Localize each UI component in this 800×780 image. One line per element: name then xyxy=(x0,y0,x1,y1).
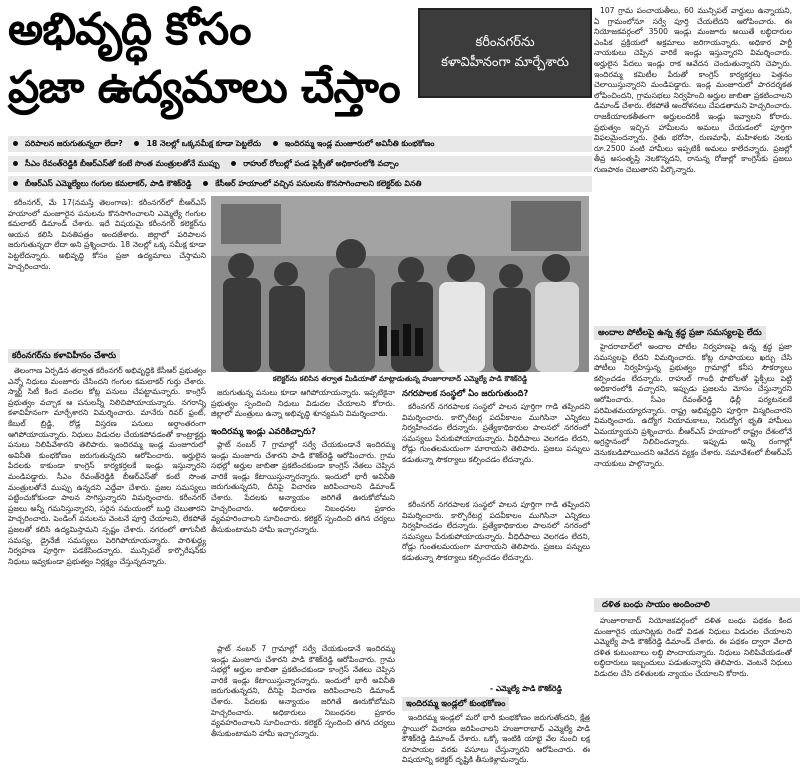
highlights-box xyxy=(8,136,592,194)
news-photo-image xyxy=(211,196,589,372)
kicker-line-1: కరీంనగర్‌ను xyxy=(475,35,535,50)
highlight-item: పరిపాలన జరుగుతున్నదా లేదా? xyxy=(25,139,123,148)
article-column-1-body xyxy=(8,366,206,776)
body-paragraph: ప్లాట్ నంబర్ 7 గ్రామాల్లో సర్వే చేయకుండానే ఇందిరమ్మ ఇండ్లు మంజూరు చేశారని పాడి కౌశిక్‌రెడ్డి ఆరోపించారు. గ్రామ సభల్లో అర్హుల జాబితా ప్రకటించకుండా కాంగ్రెస్ నేతలు చెప్పిన వారికే ఇండ్లు కేటాయిస్తున్నారన్నారు. ఇందులో భారీ అవినీతి జరుగుతున్నదని, దీనిపై విచారణ జరిపించాలని డిమాండ్ చేశారు. పేదలకు అన్యాయం జరిగితే ఊరుకోబోమని హెచ్చరించారు. అధికారులు నిబంధనల ప్రకారం వ్యవహరించాలని సూచించారు. కలెక్టర్ స్పందించి తగిన చర్యలు తీసుకుంటామని హామీ ఇచ్చారన్నారు. xyxy=(211,644,395,738)
subhead: అందాల పోటీలపై ఉన్న శ్రద్ధ ప్రజా సమస్యలపై లేదు xyxy=(594,326,766,340)
article-column-3-mid xyxy=(402,500,590,680)
bullet-icon xyxy=(13,141,18,146)
bullet-icon xyxy=(203,181,208,186)
article-column-1 xyxy=(8,198,206,346)
byline: - ఎమ్మెల్యే పాడి కౌశిక్‌రెడ్డి xyxy=(490,684,562,693)
body-paragraph: కరీంనగర్ నగరపాలక సంస్థలో పాలన పూర్తిగా గాడి తప్పిందని విమర్శించారు. కార్పొరేటర్ల పదవీకాలం ముగిసినా ఎన్నికలు నిర్వహించడం లేదన్నారు. ప్రత్యేకాధికారుల పాలనలో నగరంలో సమస్యలు పేరుకుపోయాయన్నారు. వీధిదీపాలు వెలగడం లేదని, రోడ్లు గుంతలమయంగా మారాయని తెలిపారు. ప్రజలు పన్నులు కడుతున్నా సౌకర్యాలు కల్పించడం లేదన్నారు. xyxy=(402,402,590,464)
highlight-row xyxy=(8,136,592,152)
headline-line-1: అభివృద్ధి కోసం xyxy=(8,4,251,55)
bullet-icon xyxy=(134,141,139,146)
body-paragraph: 107 గ్రామ పంచాయతీలు, 60 మున్సిపల్ వార్డులు ఉన్నాయని, ఏ గ్రామంలోనూ సర్వే పూర్తి చేయలేదని ఆరోపించారు. ఈ నియోజకవర్గంలో 3500 ఇండ్లు మంజూరు అయితే లబ్ధిదారుల ఎంపిక ప్రక్రియలో అక్రమాలు జరిగాయన్నారు. అధికార పార్టీ నాయకులు చెప్పిన వారికే ఇండ్లు ఇస్తున్నారని విమర్శించారు. అర్హులైన పేదలు ఇండ్లు రాక ఆవేదన చెందుతున్నారని చెప్పారు. ఇందిరమ్మ కమిటీల పేరుతో కాంగ్రెస్ కార్యకర్తలు పెత్తనం చెలాయిస్తున్నారని మండిపడ్డారు. ఇండ్ల మంజూరులో పారదర్శకత లోపించిందని, గ్రామసభలు నిర్వహించి అర్హుల జాబితా ప్రకటించాలని డిమాండ్ చేశారు. లేకపోతే ఆందోళనలు చేపడతామని హెచ్చరించారు. రాజకీయాలకతీతంగా అర్హులందరికీ ఇండ్లు ఇవ్వాలని కోరారు. ప్రభుత్వం ఇచ్చిన హామీలను అమలు చేయడంలో పూర్తిగా విఫలమైందన్నారు. రైతు భరోసా, రుణమాఫీ, మహిళలకు నెలకు రూ.2500 వంటి హామీలు ఇప్పటికీ అమలు కాలేదన్నారు. ప్రజల్లో తీవ్ర అసంతృప్తి నెలకొన్నదని, రానున్న రోజుల్లో కాంగ్రెస్‌కు ప్రజలు గుణపాఠం చెబుతారని పేర్కొన్నారు. xyxy=(594,6,792,174)
body-paragraph: ఇందిరమ్మ ఇండ్లలో మరో భారీ కుంభకోణం జరుగుతోందని, క్షేత్ర స్థాయిలో విచారణ జరిపించాలని హుజూరాబాద్ ఎమ్మెల్యే పాడి కౌశిక్‌రెడ్డి డిమాండ్ చేశారు. ఒక్కో ఇంటికి యాభై వేల నుంచి లక్ష రూపాయల వరకు వసూలు చేస్తున్నారని ఆరోపించారు. ఈ విషయాన్ని కలెక్టర్ దృష్టికి తీసుకెళ్లామన్నారు. xyxy=(402,713,590,765)
body-paragraph: హైదరాబాద్‌లో అందాల పోటీల నిర్వహణపై ఉన్న శ్రద్ధ ప్రజా సమస్యలపై లేదని విమర్శించారు. కోట్ల రూపాయలు ఖర్చు చేసి పోటీలు నిర్వహిస్తున్న ప్రభుత్వం గ్రామాల్లో కనీస సౌకర్యాలు కల్పించడం లేదన్నారు. రాహుల్ గాంధీ ఫొటోలతో ఫ్లెక్సీలు పెట్టి అధికారంలోకి వచ్చారని, ఇప్పుడు ప్రజలను మోసం చేస్తున్నారని ఆరోపించారు. సీఎం రేవంత్‌రెడ్డి ఢిల్లీ పర్యటనలకే పరిమితమయ్యారన్నారు. రాష్ట్ర అభివృద్ధిని పూర్తిగా విస్మరించారని విమర్శించారు. ఉద్యోగ నియామకాలు, నిరుద్యోగ భృతి హామీలు ఏమయ్యాయని ప్రశ్నించారు. బీఆర్‌ఎస్ హయాంలో రాష్ట్రం దేశంలోనే అగ్రస్థానంలో నిలిచిందన్నారు. ఇప్పుడు అన్ని రంగాల్లో వెనుకబడిపోయిందని ఆవేదన వ్యక్తం చేశారు. సమావేశంలో బీఆర్‌ఎస్ నాయకులు పాల్గొన్నారు. xyxy=(594,342,792,468)
bullet-icon xyxy=(273,141,278,146)
bullet-icon xyxy=(13,161,18,166)
highlight-item: సీఎం రేవంత్‌రెడ్డికి బీఆర్‌ఎస్‌తో కంటే సొంత మంత్రులతోనే ముప్పు xyxy=(25,159,220,168)
subhead: దళిత బంధు సాయం అందించాలి xyxy=(594,598,800,612)
intro-paragraph: కరీంనగర్, మే 17(నమస్తే తెలంగాణ): కరీంనగర్‌లో బీఆర్‌ఎస్ హయాంలో మంజూరైన పనులను కొనసాగించాలని ఎమ్మెల్యే గంగుల కమలాకర్ డిమాండ్ చేశారు. ఇదే విషయమై కరీంనగర్ కలెక్టర్‌ను ఆయన కలిసి వినతిపత్రం అందజేశారు. జిల్లాలో పరిపాలన జరుగుతున్నదా లేదా అని ప్రశ్నించారు. 18 నెలల్లో ఒక్క సమీక్ష కూడా పెట్టలేదన్నారు. అభివృద్ధి కోసం ప్రజా ఉద్యమాలు చేస్తామని హెచ్చరించారు. xyxy=(8,198,206,271)
body-paragraph: తెలంగాణ ఏర్పడిన తర్వాత కరీంనగర్ అభివృద్ధికి కేసీఆర్ ప్రభుత్వం ఎన్నో నిధులు మంజూరు చేసిందని గంగుల కమలాకర్ గుర్తు చేశారు. స్మార్ట్ సిటీ కింద వందల కోట్ల పనులు చేపట్టామన్నారు. కాంగ్రెస్ ప్రభుత్వం వచ్చాక ఆ పనులన్నీ నిలిచిపోయాయన్నారు. నగరాన్ని కళావిహీనంగా మార్చేశారని విమర్శించారు. మానేరు రివర్ ఫ్రంట్, కేబుల్ బ్రిడ్జి, రోడ్ల విస్తరణ పనులు అర్ధాంతరంగా ఆగిపోయాయన్నారు. నిధులు విడుదల చేయకపోవడంతో కాంట్రాక్టర్లు పనులు నిలిపివేశారని తెలిపారు. ఇందిరమ్మ ఇండ్ల మంజూరులో అవినీతి కుంభకోణం జరుగుతున్నదని ఆరోపించారు. అర్హులైన పేదలకు కాకుండా కాంగ్రెస్ కార్యకర్తలకే ఇండ్లు ఇస్తున్నారని మండిపడ్డారు. సీఎం రేవంత్‌రెడ్డికి బీఆర్‌ఎస్‌తో కంటే సొంత మంత్రులతోనే ముప్పు ఉన్నదని ఎద్దేవా చేశారు. ప్రజల సమస్యలు పట్టించుకోకుండా పాలన సాగిస్తున్నారని విమర్శించారు. కరీంనగర్ ప్రజలు అన్నీ గమనిస్తున్నారని, సరైన సమయంలో బుద్ధి చెబుతారని హెచ్చరించారు. పెండింగ్ పనులను వెంటనే పూర్తి చేయాలని, లేకపోతే ప్రజలతో కలిసి ఉద్యమిస్తామని స్పష్టం చేశారు. నగరంలో తాగునీటి సమస్య, డ్రైనేజీ సమస్యలు పెరిగిపోయాయన్నారు. పారిశుద్ధ్య నిర్వహణ పూర్తిగా పడకేసిందన్నారు. మున్సిపల్ కార్పొరేషన్‌కు నిధులు ఇవ్వకుండా ప్రభుత్వం నిర్లక్ష్యం చేస్తున్నదన్నారు. xyxy=(8,366,206,566)
subhead: నగరపాలక సంస్థలో ఏం జరుగుతుంది? xyxy=(402,389,529,399)
highlight-item: బీఆర్‌ఎస్ ఎమ్మెల్యేలు గంగుల కమలాకర్, పాడి కౌశిక్‌రెడ్డి xyxy=(25,179,192,188)
highlight-row xyxy=(8,156,592,172)
highlight-item: 18 నెలల్లో ఒక్కసమీక్ష కూడా పెట్టలేదు xyxy=(146,139,262,148)
highlight-item: ఇందిరమ్మ ఇండ్ల మంజూరులో అవినీతి కుంభకోణం xyxy=(284,139,435,148)
article-column-right-mid xyxy=(594,342,792,596)
photo-caption: కలెక్టర్‌ను కలిసిన తర్వాత మీడియాతో మాట్లాడుతున్న హుజూరాబాద్ ఎమ్మెల్యే పాడి కౌశిక్‌రెడ్డి xyxy=(272,374,528,383)
subhead: కరీంనగర్‌ను కళావిహీనం చేశారు xyxy=(8,349,120,363)
bullet-icon xyxy=(231,161,236,166)
article-column-2-body xyxy=(211,440,395,640)
kicker-line-2: కళావిహీనంగా మార్చేశారు xyxy=(441,55,569,70)
highlight-item: రాహుల్ రోలుల్లో పండ ఫ్లెక్సీతో అధికారంలోకి వచ్చాం xyxy=(243,159,399,168)
body-paragraph: జరుగుతున్న పనులు కూడా ఆగిపోయాయన్నారు. ఇప్పటికైనా ప్రభుత్వం స్పందించి నిధులు విడుదల చేయాలని కోరారు. జిల్లాలో మంత్రులు ఉన్నా అభివృద్ధి శూన్యమని విమర్శించారు. xyxy=(211,388,395,419)
highlight-item: కేసీఆర్ హయాంలో వచ్చిన పనులను కొనసాగించాలని కలెక్టర్‌కు వినతి xyxy=(215,179,422,188)
bullet-icon xyxy=(13,181,18,186)
article-column-3-end xyxy=(402,713,590,777)
news-photo xyxy=(211,196,589,372)
kicker-box xyxy=(418,8,592,98)
highlight-row xyxy=(8,176,592,192)
article-column-2-lower xyxy=(211,644,395,776)
body-paragraph: కరీంనగర్ నగరపాలక సంస్థలో పాలన పూర్తిగా గాడి తప్పిందని విమర్శించారు. కార్పొరేటర్ల పదవీకాలం ముగిసినా ఎన్నికలు నిర్వహించడం లేదన్నారు. ప్రత్యేకాధికారుల పాలనలో నగరంలో సమస్యలు పేరుకుపోయాయన్నారు. వీధిదీపాలు వెలగడం లేదని, రోడ్లు గుంతలమయంగా మారాయని తెలిపారు. ప్రజలు పన్నులు కడుతున్నా సౌకర్యాలు కల్పించడం లేదన్నారు. xyxy=(402,500,590,562)
article-column-2 xyxy=(211,388,395,424)
body-paragraph: ప్లాట్ నంబర్ 7 గ్రామాల్లో సర్వే చేయకుండానే ఇందిరమ్మ ఇండ్లు మంజూరు చేశారని పాడి కౌశిక్‌రెడ్డి ఆరోపించారు. గ్రామ సభల్లో అర్హుల జాబితా ప్రకటించకుండా కాంగ్రెస్ నేతలు చెప్పిన వారికే ఇండ్లు కేటాయిస్తున్నారన్నారు. ఇందులో భారీ అవినీతి జరుగుతున్నదని, దీనిపై విచారణ జరిపించాలని డిమాండ్ చేశారు. పేదలకు అన్యాయం జరిగితే ఊరుకోబోమని హెచ్చరించారు. అధికారులు నిబంధనల ప్రకారం వ్యవహరించాలని సూచించారు. కలెక్టర్ స్పందించి తగిన చర్యలు తీసుకుంటామని హామీ ఇచ్చారన్నారు. xyxy=(211,440,395,534)
article-column-right-end xyxy=(594,616,792,776)
article-column-right xyxy=(594,6,792,324)
headline-line-2: ప్రజా ఉద్యమాలు చేస్తాం xyxy=(8,62,400,113)
subhead: ఇందిరమ్మ ఇండ్లు ఎవరికిచ్చారు? xyxy=(211,427,316,437)
article-column-3-body xyxy=(402,402,590,498)
body-paragraph: హుజూరాబాద్ నియోజకవర్గంలో దళిత బంధు పథకం కింద మంజూరైన యూనిట్లకు రెండో విడత నిధులు విడుదల చేయాలని ఎమ్మెల్యే పాడి కౌశిక్‌రెడ్డి డిమాండ్ చేశారు. ఈ పథకం ద్వారా వేలాది దళిత కుటుంబాలు లబ్ధి పొందాయన్నారు. నిధులు నిలిపివేయడంతో లబ్ధిదారులు ఇబ్బందులు పడుతున్నారని తెలిపారు. వెంటనే నిధులు విడుదల చేసి దళితులకు న్యాయం చేయాలని కోరారు. xyxy=(594,616,792,678)
subhead: ఇందిరమ్మ ఇండ్లలో కుంభకోణం xyxy=(402,697,509,711)
